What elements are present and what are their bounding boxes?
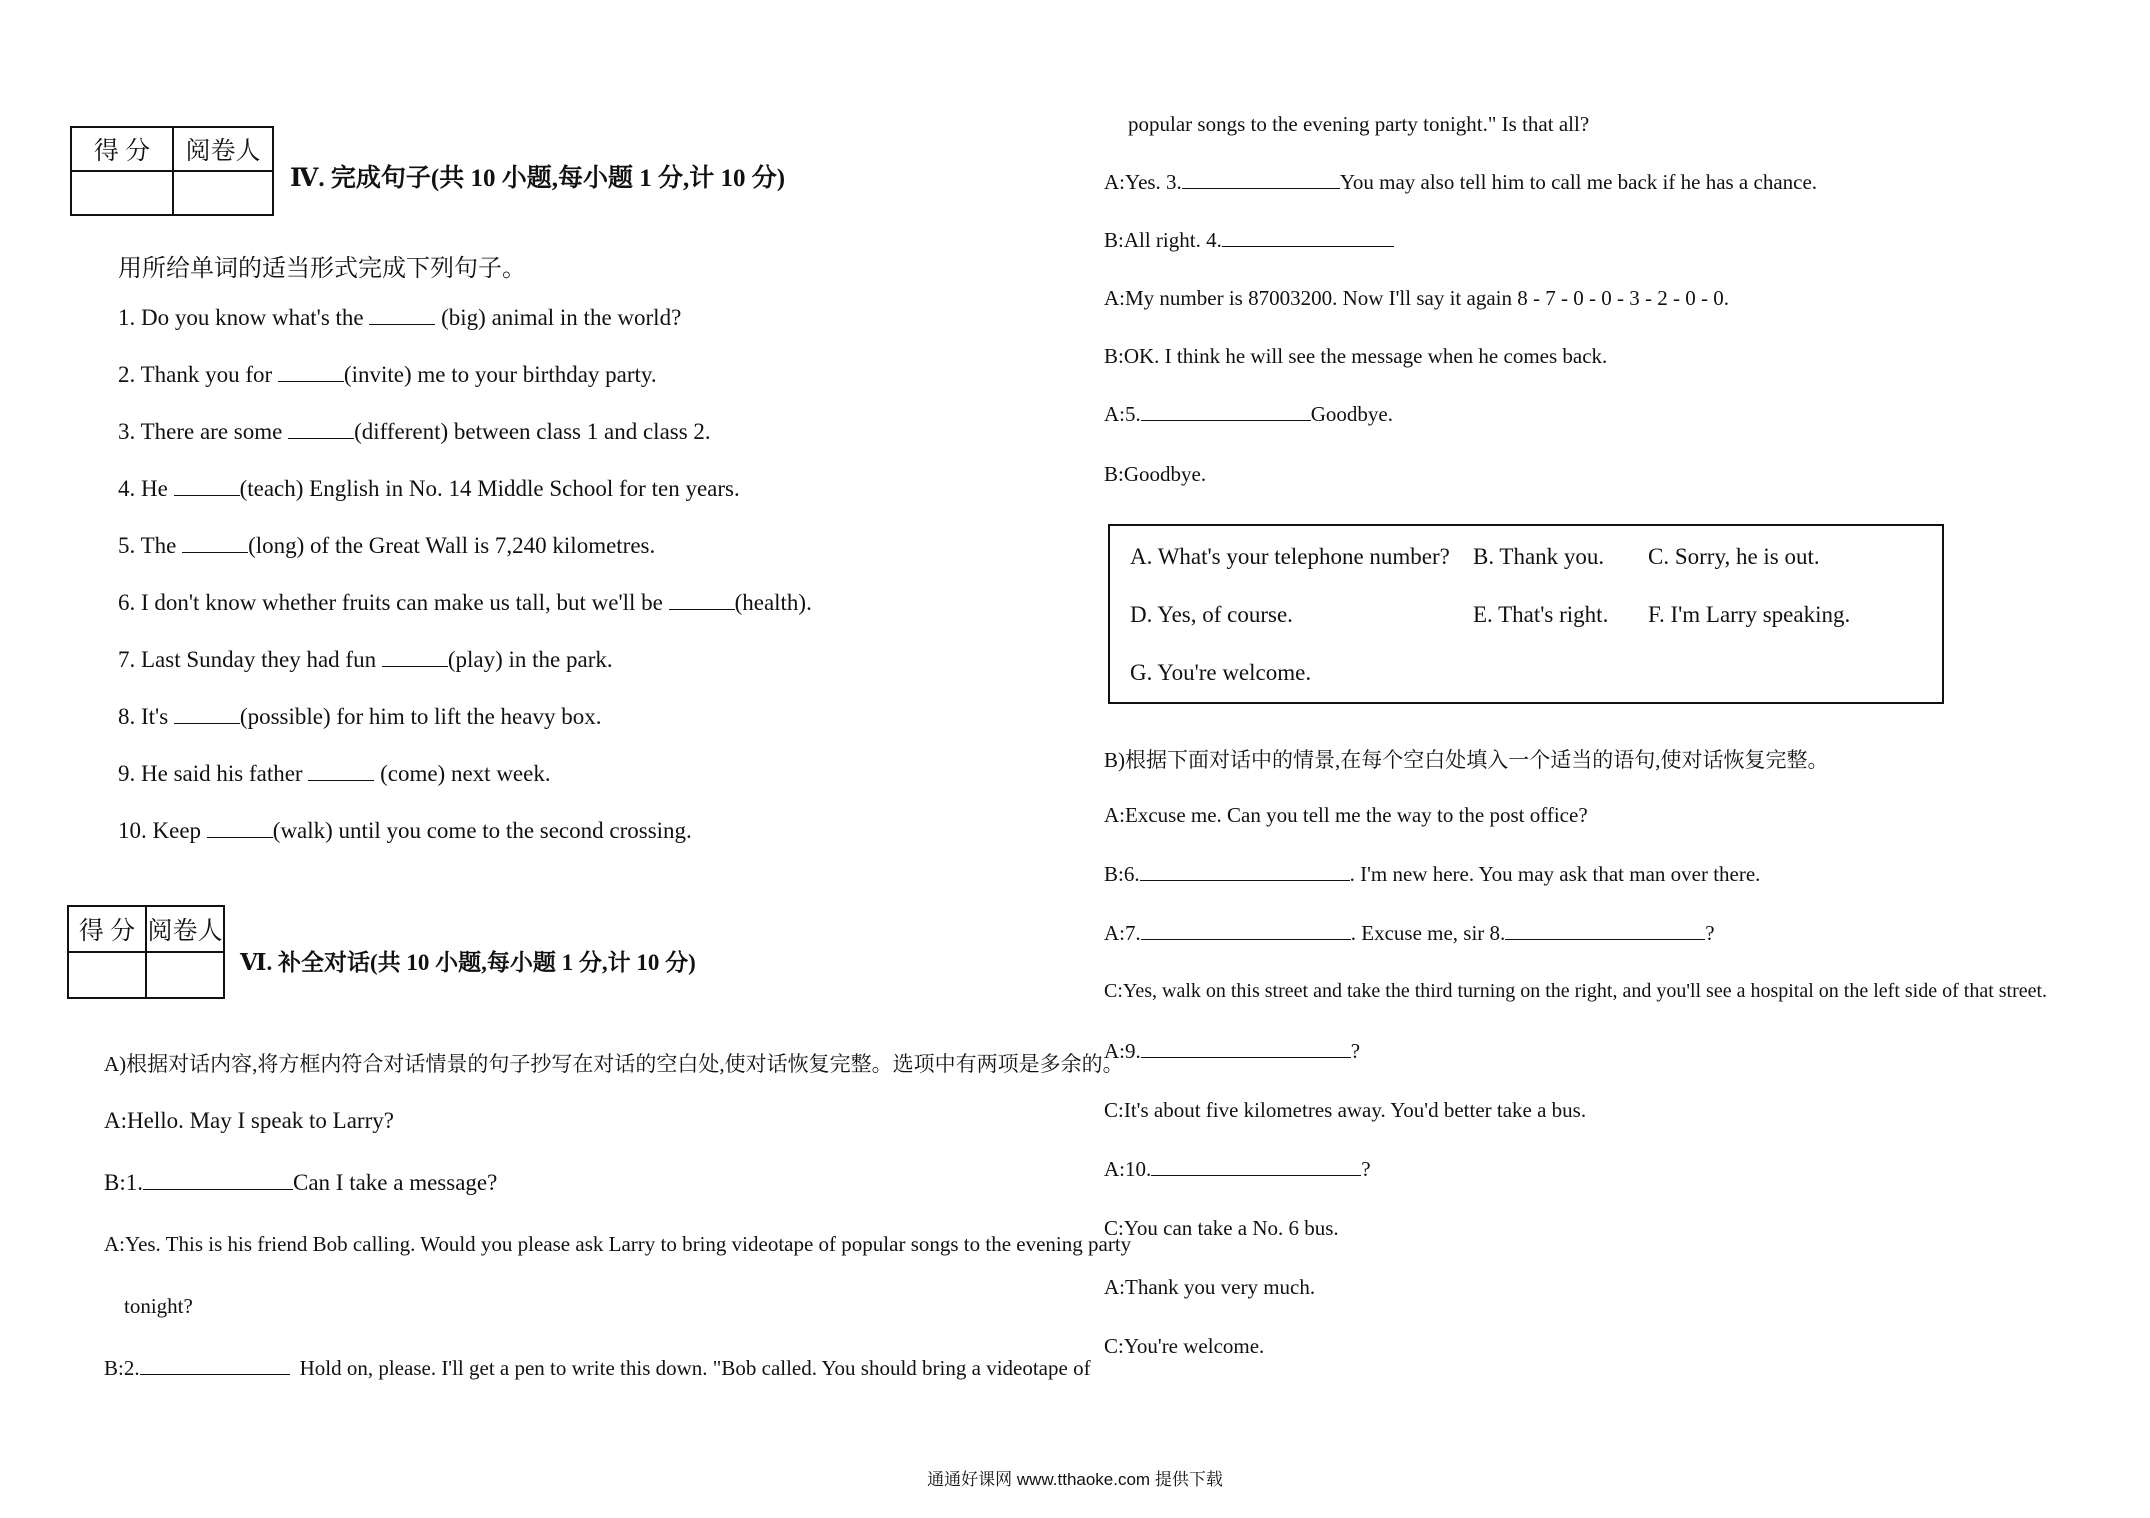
dialogue-line: tonight? bbox=[124, 1294, 193, 1318]
answer-blank[interactable] bbox=[1141, 420, 1311, 421]
answer-blank[interactable] bbox=[207, 837, 273, 838]
option-b: B. Thank you. bbox=[1473, 544, 1605, 569]
dialogue-line: B:All right. 4. bbox=[1104, 228, 1394, 253]
answer-blank[interactable] bbox=[278, 381, 344, 382]
grader-header-label: 阅卷人 bbox=[173, 127, 273, 171]
grader-cell bbox=[173, 171, 273, 215]
answer-blank[interactable] bbox=[669, 609, 735, 610]
answer-blank[interactable] bbox=[288, 438, 354, 439]
dialogue-line: C:It's about five kilometres away. You'd better take a bus. bbox=[1104, 1098, 1587, 1122]
sentence-item: 2. Thank you for (invite) me to your birthday party. bbox=[118, 362, 657, 387]
dialogue-line: A:10. ? bbox=[1104, 1157, 1371, 1181]
score-cell bbox=[68, 952, 146, 998]
sentence-item: 5. The (long) of the Great Wall is 7,240 kilometres. bbox=[118, 533, 656, 558]
dialogue-line: A:Excuse me. Can you tell me the way to the post office? bbox=[1104, 803, 1588, 827]
score-header-label: 得 分 bbox=[68, 906, 146, 952]
sentence-item: 10. Keep (walk) until you come to the second crossing. bbox=[118, 818, 692, 843]
sentence-item: 6. I don't know whether fruits can make us tall, but we'll be (health). bbox=[118, 590, 812, 615]
sentence-item: 1. Do you know what's the (big) animal in the world? bbox=[118, 305, 682, 330]
dialogue-line: C:You can take a No. 6 bus. bbox=[1104, 1216, 1339, 1240]
option-c: C. Sorry, he is out. bbox=[1648, 544, 1820, 569]
option-e: E. That's right. bbox=[1473, 602, 1609, 627]
answer-blank[interactable] bbox=[1141, 1057, 1351, 1058]
part-a-instruction: A)根据对话内容,将方框内符合对话情景的句子抄写在对话的空白处,使对话恢复完整。选项中有两项是多余的。 bbox=[104, 1052, 1124, 1076]
answer-blank[interactable] bbox=[382, 666, 448, 667]
sentence-item: 8. It's (possible) for him to lift the heavy box. bbox=[118, 704, 602, 729]
dialogue-line: A:5. Goodbye. bbox=[1104, 402, 1393, 426]
section-vi-title: Ⅵ. 补全对话(共 10 小题,每小题 1 分,计 10 分) bbox=[240, 950, 696, 975]
answer-blank[interactable] bbox=[140, 1374, 290, 1375]
answer-blank[interactable] bbox=[1505, 939, 1705, 940]
dialogue-line: A:Thank you very much. bbox=[1104, 1275, 1316, 1299]
dialogue-line: B:2. Hold on, please. I'll get a pen to write this down. "Bob called. You should bring a videotape of bbox=[104, 1356, 1091, 1380]
dialogue-line: A:9. ? bbox=[1104, 1039, 1361, 1063]
answer-blank[interactable] bbox=[1140, 880, 1350, 881]
score-table-vi bbox=[67, 905, 225, 999]
answer-blank[interactable] bbox=[174, 723, 240, 724]
answer-blank[interactable] bbox=[143, 1189, 293, 1190]
dialogue-line: C:You're welcome. bbox=[1104, 1334, 1265, 1358]
answer-blank[interactable] bbox=[369, 324, 435, 325]
dialogue-line: C:Yes, walk on this street and take the third turning on the right, and you'll see a hospital on the left side of that street. bbox=[1104, 980, 2048, 1002]
dialogue-line: A:Hello. May I speak to Larry? bbox=[104, 1108, 394, 1133]
grader-header-label: 阅卷人 bbox=[146, 906, 224, 952]
option-a: A. What's your telephone number? bbox=[1130, 544, 1450, 569]
answer-blank[interactable] bbox=[1151, 1175, 1361, 1176]
sentence-item: 3. There are some (different) between class 1 and class 2. bbox=[118, 419, 711, 444]
option-g: G. You're welcome. bbox=[1130, 660, 1312, 685]
dialogue-line: A:7. . Excuse me, sir 8. ? bbox=[1104, 921, 1715, 945]
dialogue-line: B:OK. I think he will see the message when he comes back. bbox=[1104, 344, 1608, 368]
grader-cell bbox=[146, 952, 224, 998]
dialogue-line: B:6. . I'm new here. You may ask that man over there. bbox=[1104, 862, 1761, 886]
section-iv-title: Ⅳ. 完成句子(共 10 小题,每小题 1 分,计 10 分) bbox=[290, 165, 786, 192]
answer-blank[interactable] bbox=[1222, 246, 1394, 247]
answer-blank[interactable] bbox=[174, 495, 240, 496]
option-d: D. Yes, of course. bbox=[1130, 602, 1293, 627]
score-table-iv bbox=[70, 126, 274, 216]
dialogue-line: B:Goodbye. bbox=[1104, 462, 1207, 486]
section-iv-instruction: 用所给单词的适当形式完成下列句子。 bbox=[118, 256, 526, 282]
answer-blank[interactable] bbox=[1182, 188, 1340, 189]
dialogue-line: popular songs to the evening party tonight." Is that all? bbox=[1128, 112, 1590, 136]
sentence-item: 7. Last Sunday they had fun (play) in the park. bbox=[118, 647, 613, 672]
answer-blank[interactable] bbox=[308, 780, 374, 781]
score-cell bbox=[71, 171, 173, 215]
dialogue-line: A:Yes. This is his friend Bob calling. Would you please ask Larry to bring videotape of popular songs to the evening party bbox=[104, 1232, 1132, 1256]
option-f: F. I'm Larry speaking. bbox=[1648, 602, 1851, 627]
dialogue-line: A:My number is 87003200. Now I'll say it again 8 - 7 - 0 - 0 - 3 - 2 - 0 - 0. bbox=[1104, 286, 1729, 310]
answer-blank[interactable] bbox=[1141, 939, 1351, 940]
answer-blank[interactable] bbox=[182, 552, 248, 553]
sentence-item: 4. He (teach) English in No. 14 Middle School for ten years. bbox=[118, 476, 740, 501]
footer-source: 通通好课网 www.tthaoke.com 提供下载 bbox=[927, 1470, 1223, 1489]
dialogue-line: A:Yes. 3. You may also tell him to call me back if he has a chance. bbox=[1104, 170, 1818, 194]
dialogue-line: B:1. Can I take a message? bbox=[104, 1170, 498, 1195]
score-header-label: 得 分 bbox=[71, 127, 173, 171]
sentence-item: 9. He said his father (come) next week. bbox=[118, 761, 551, 786]
part-b-instruction: B)根据下面对话中的情景,在每个空白处填入一个适当的语句,使对话恢复完整。 bbox=[1104, 748, 1829, 772]
